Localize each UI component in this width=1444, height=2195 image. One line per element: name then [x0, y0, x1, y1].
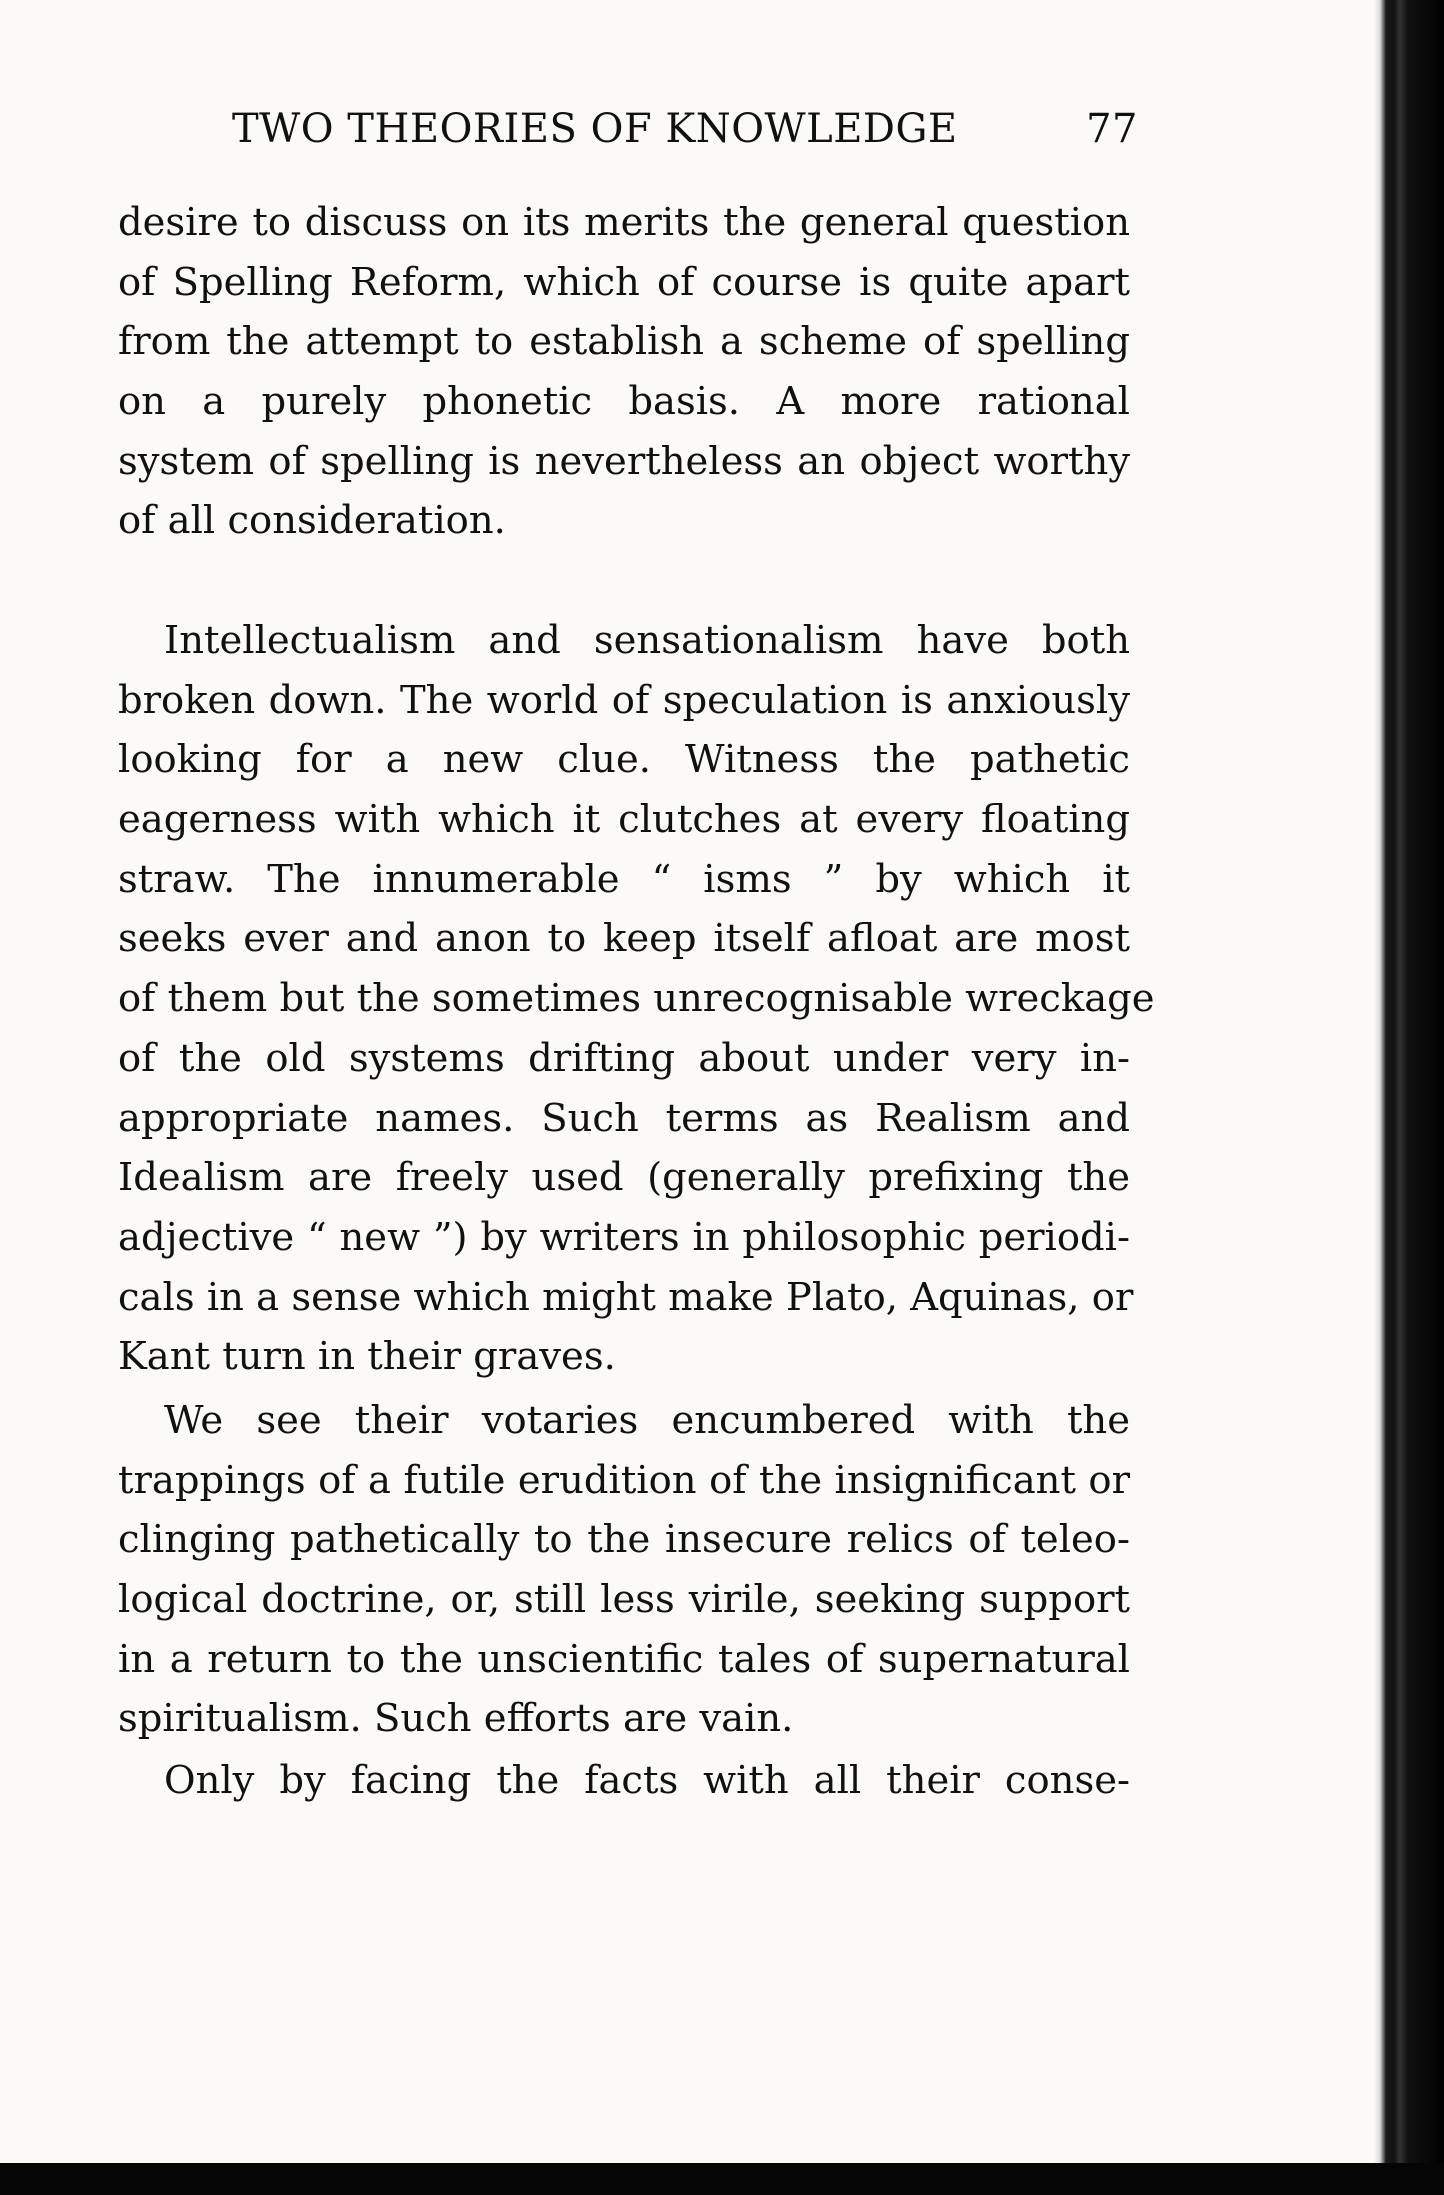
text-line: in a return to the unscientific tales of supernatural: [118, 1636, 1130, 1682]
text-line: system of spelling is nevertheless an object worthy: [118, 438, 1130, 484]
text-line: of them but the sometimes unrecognisable wreckage: [118, 976, 1155, 1022]
running-title: TWO THEORIES OF KNOWLEDGE: [232, 106, 958, 152]
text-line: Kant turn in their graves.: [118, 1334, 616, 1380]
text-line: of all consideration.: [118, 498, 506, 544]
text-line: clinging pathetically to the insecure relics of teleo-: [118, 1517, 1130, 1563]
text-line: appropriate names. Such terms as Realism and: [118, 1095, 1130, 1141]
text-line: Intellectualism and sensationalism have both: [164, 618, 1130, 663]
text-line: spiritualism. Such efforts are vain.: [118, 1696, 794, 1742]
text-line: looking for a new clue. Witness the pathetic: [118, 737, 1130, 783]
book-binding-edge: [1374, 0, 1444, 2195]
text-line: of Spelling Reform, which of course is quite apart: [118, 259, 1130, 305]
text-line: from the attempt to establish a scheme of spelling: [118, 319, 1130, 365]
text-line: straw. The innumerable “ isms ” by which it: [118, 856, 1130, 902]
paragraph-intellectualism: [118, 611, 1155, 1387]
paragraph-votaries: [118, 1391, 1130, 1749]
text-line: trappings of a futile erudition of the insignificant or: [118, 1457, 1130, 1503]
text-line: eagerness with which it clutches at every floating: [118, 797, 1130, 843]
text-line: cals in a sense which might make Plato, Aquinas, or: [118, 1274, 1134, 1320]
text-line: desire to discuss on its merits the general question: [118, 200, 1130, 245]
running-header: [232, 106, 1138, 166]
text-line: on a purely phonetic basis. A more rational: [118, 379, 1130, 425]
text-line: We see their votaries encumbered with the: [164, 1398, 1130, 1443]
text-line: adjective “ new ”) by writers in philosophic periodi-: [118, 1214, 1130, 1260]
paragraph-facing-facts: [118, 1751, 1130, 1811]
text-line: logical doctrine, or, still less virile, seeking support: [118, 1577, 1130, 1623]
page-number: 77: [1086, 106, 1138, 152]
paragraph-spelling-reform: [118, 193, 1130, 551]
page-bottom-edge: [0, 2163, 1444, 2195]
text-line: seeks ever and anon to keep itself afloat are most: [118, 916, 1130, 962]
text-line: of the old systems drifting about under very in-: [118, 1035, 1130, 1081]
text-line: Only by facing the facts with all their conse-: [164, 1758, 1130, 1803]
text-line: broken down. The world of speculation is anxiously: [118, 677, 1130, 723]
text-line: Idealism are freely used (generally prefixing the: [118, 1155, 1130, 1201]
